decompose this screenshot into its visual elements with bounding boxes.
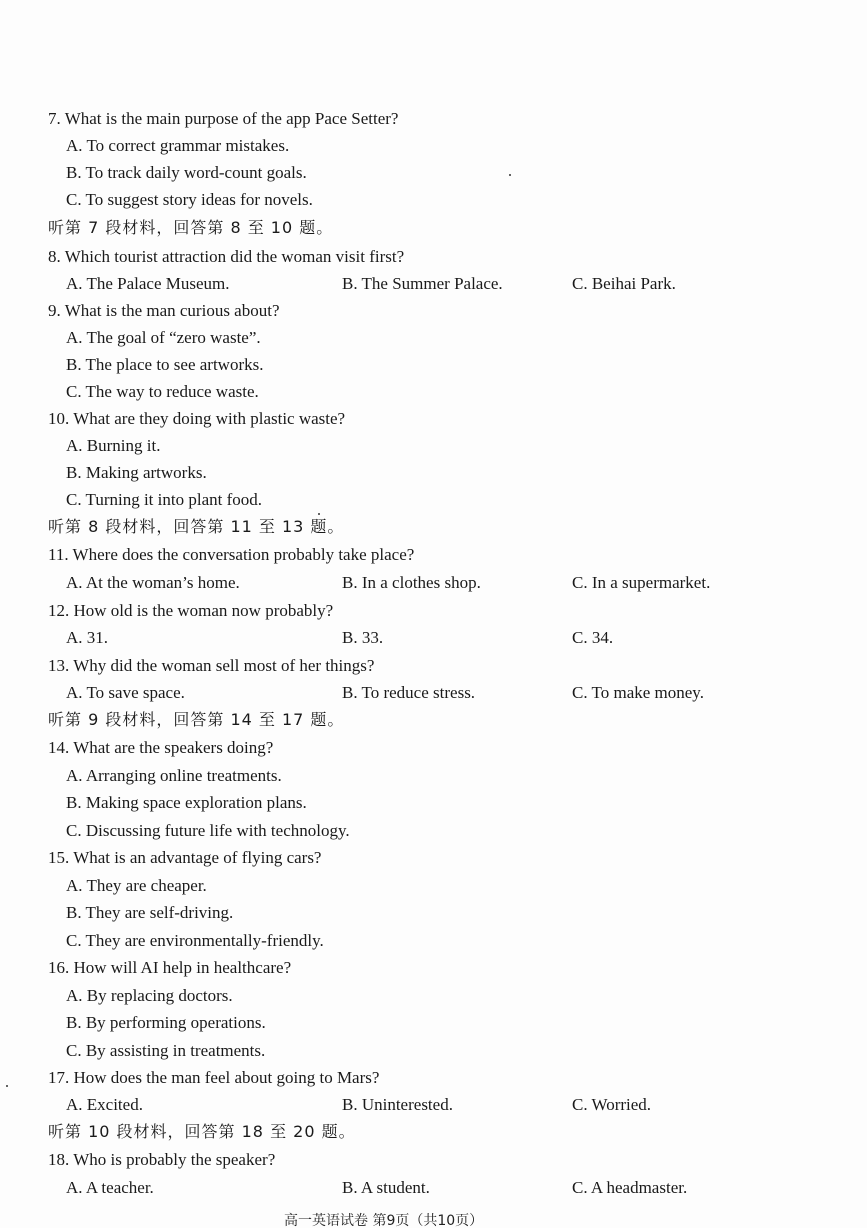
q8-option-b: B. The Summer Palace. (342, 274, 503, 293)
q11-option-a: A. At the woman’s home. (66, 573, 240, 592)
q17-option-b: B. Uninterested. (342, 1095, 453, 1114)
question-9: 9. What is the man curious about? (48, 301, 280, 320)
q13-option-b: B. To reduce stress. (342, 683, 476, 702)
q12-option-b: B. 33. (342, 628, 384, 647)
section-heading-10: 听第 10 段材料，回答第 18 至 20 题。 (48, 1122, 356, 1141)
q18-option-a: A. A teacher. (66, 1178, 154, 1197)
question-11: 11. Where does the conversation probably take place? (48, 545, 415, 564)
q11-option-c: C. In a supermarket. (572, 573, 711, 592)
question-13: 13. Why did the woman sell most of her things? (48, 656, 375, 675)
section-heading-8: 听第 8 段材料，回答第 11 至 13 题。 (48, 517, 345, 536)
q13-option-c: C. To make money. (572, 683, 704, 702)
scan-speck (6, 1085, 8, 1087)
question-8: 8. Which tourist attraction did the woman visit first? (48, 247, 405, 266)
q9-option-c: C. The way to reduce waste. (66, 382, 259, 401)
q14-option-a: A. Arranging online treatments. (66, 766, 282, 785)
q8-option-c: C. Beihai Park. (572, 274, 676, 293)
q18-option-c: C. A headmaster. (572, 1178, 688, 1197)
q14-option-b: B. Making space exploration plans. (66, 793, 307, 812)
q11-option-b: B. In a clothes shop. (342, 573, 481, 592)
q17-option-a: A. Excited. (66, 1095, 143, 1114)
q12-option-c: C. 34. (572, 628, 614, 647)
q7-option-b: B. To track daily word-count goals. (66, 163, 307, 182)
q15-option-b: B. They are self-driving. (66, 903, 234, 922)
q17-option-c: C. Worried. (572, 1095, 652, 1114)
q13-option-a: A. To save space. (66, 683, 185, 702)
q7-option-a: A. To correct grammar mistakes. (66, 136, 290, 155)
q10-option-c: C. Turning it into plant food. (66, 490, 262, 509)
q8-option-a: A. The Palace Museum. (66, 274, 230, 293)
q12-option-a: A. 31. (66, 628, 109, 647)
page-footer: 高一英语试卷 第9页（共10页） (284, 1213, 484, 1228)
question-15: 15. What is an advantage of flying cars? (48, 848, 322, 867)
scan-speck (318, 513, 320, 515)
q9-option-a: A. The goal of “zero waste”. (66, 328, 261, 347)
question-16: 16. How will AI help in healthcare? (48, 958, 292, 977)
q15-option-a: A. They are cheaper. (66, 876, 207, 895)
section-heading-7: 听第 7 段材料，回答第 8 至 10 题。 (48, 218, 334, 237)
q14-option-c: C. Discussing future life with technology. (66, 821, 350, 840)
q16-option-c: C. By assisting in treatments. (66, 1041, 266, 1060)
scan-speck (509, 174, 511, 176)
q16-option-a: A. By replacing doctors. (66, 986, 233, 1005)
q7-option-c: C. To suggest story ideas for novels. (66, 190, 313, 209)
q18-option-b: B. A student. (342, 1178, 430, 1197)
section-heading-9: 听第 9 段材料，回答第 14 至 17 题。 (48, 710, 345, 729)
question-7: 7. What is the main purpose of the app Pace Setter? (48, 109, 399, 128)
q10-option-b: B. Making artworks. (66, 463, 207, 482)
question-12: 12. How old is the woman now probably? (48, 601, 334, 620)
q15-option-c: C. They are environmentally-friendly. (66, 931, 324, 950)
question-14: 14. What are the speakers doing? (48, 738, 274, 757)
question-17: 17. How does the man feel about going to Mars? (48, 1068, 380, 1087)
question-18: 18. Who is probably the speaker? (48, 1150, 276, 1169)
q10-option-a: A. Burning it. (66, 436, 161, 455)
q16-option-b: B. By performing operations. (66, 1013, 266, 1032)
q9-option-b: B. The place to see artworks. (66, 355, 264, 374)
question-10: 10. What are they doing with plastic waste? (48, 409, 346, 428)
